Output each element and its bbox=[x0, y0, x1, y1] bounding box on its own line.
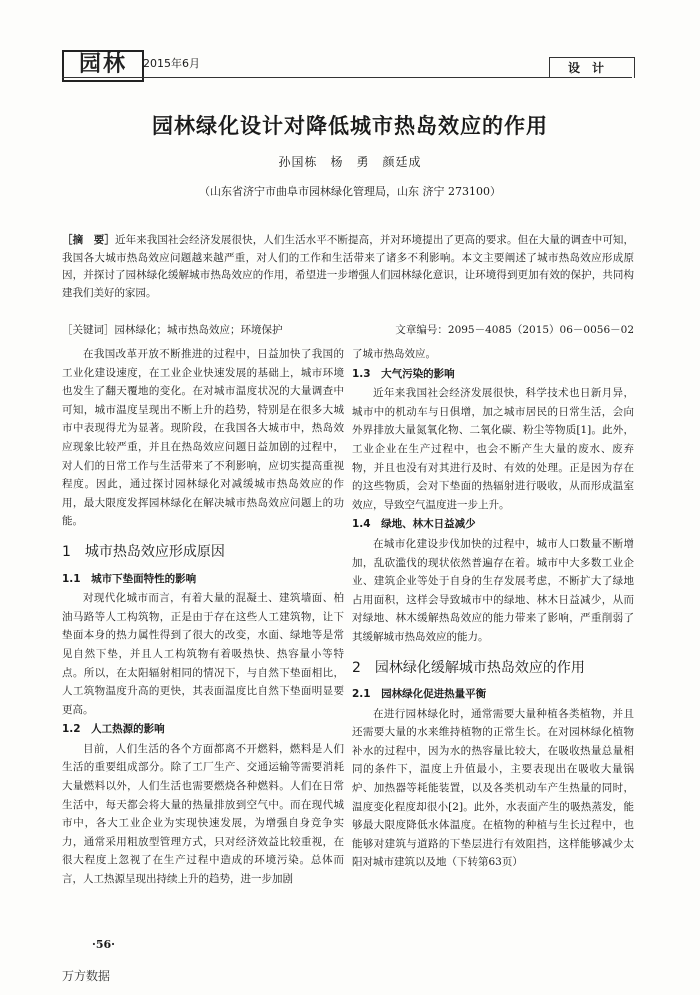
section-label: 设计 bbox=[549, 57, 635, 78]
section-1-1-heading: 1.1 城市下垫面特性的影响 bbox=[62, 572, 197, 585]
abstract bbox=[62, 232, 634, 302]
intro-paragraph: 在我国改革开放不断推进的过程中，日益加快了我国的工业化建设速度，在工业企业快速发展的基础上，城市环境也发生了翻天覆地的变化。在对城市温度状况的大量调查中可知，城市温度呈现出不断上升的趋势，特别是在很多大城市中表现得尤为显著。现阶段，在我国各大城市中，热岛效应现象比较严重，并且在热岛效应问题日益加剧的过程中，对人们的日常工作与生活带来了不利影响，应切实提高重视程度。因此，通过探讨园林绿化对减缓城市热岛效应的作用，最大限度发挥园林绿化在解决城市热岛效应问题上的功能。 bbox=[62, 348, 344, 528]
issue-date: 2015年6月 bbox=[143, 57, 200, 70]
section-1-2-heading: 1.2 人工热源的影响 bbox=[62, 723, 165, 736]
affiliation: （山东省济宁市曲阜市园林绿化管理局，山东 济宁 273100） bbox=[199, 185, 501, 198]
section-2-heading: 2 园林绿化缓解城市热岛效应的作用 bbox=[352, 659, 585, 676]
article-title: 园林绿化设计对降低城市热岛效应的作用 bbox=[152, 114, 548, 138]
keywords-line bbox=[62, 322, 634, 337]
header-rule bbox=[62, 77, 632, 78]
section-2-1-heading: 2.1 园林绿化促进热量平衡 bbox=[352, 688, 487, 701]
page-number: ·56· bbox=[92, 938, 115, 951]
section-1-1-text: 对现代化城市而言，有着大量的混凝土、建筑墙面、柏油马路等人工构筑物，正是由于存在这些人工建筑物，让下垫面本身的热力属性得到了很大的改变，水面、绿地等是常见自然下垫，并且人工构筑物有着吸热快、热容量小等特点。所以，在太阳辐射相同的情况下，与自然下垫面相比，人工筑物温度升高的更快，其表面温度比自然下垫面明显要更高。 bbox=[62, 592, 344, 716]
article-number: 文章编号：2095－4085（2015）06－0056－02 bbox=[395, 324, 634, 336]
section-1-2-continued: 了城市热岛效应。 bbox=[352, 348, 436, 360]
authors: 孙国栋 杨 勇 颜廷成 bbox=[278, 155, 422, 169]
journal-logo: 园林 bbox=[62, 50, 144, 82]
keywords-label: ［关键词］ bbox=[62, 324, 115, 336]
abstract-label: ［摘 要］ bbox=[62, 234, 115, 246]
left-column bbox=[62, 345, 344, 889]
section-1-3-heading: 1.3 大气污染的影响 bbox=[352, 367, 455, 380]
right-column bbox=[352, 345, 634, 872]
section-1-3-text: 近年来我国社会经济发展很快，科学技术也日新月异，城市中的机动车与日俱增，加之城市居民的日常生活，会向外界排放大量氮氧化物、二氧化碳、粉尘等物质[1]。此外，工业企业在生产过程中，也会不断产生大量的废水、废弃物，并且也没有对其进行及时、有效的处理。正是因为存在的这些物质，会对下垫面的热辐射进行吸收，从而形成温室效应，导致空气温度进一步上升。 bbox=[352, 387, 634, 511]
source-watermark: 万方数据 bbox=[62, 969, 111, 983]
abstract-text: 近年来我国社会经济发展很快，人们生活水平不断提高，并对环境提出了更高的要求。但在大量的调查中可知，我国各大城市热岛效应问题越来越严重，对人们的工作和生活带来了诸多不利影响。本文主要阐述了城市热岛效应形成原因，并探讨了园林绿化缓解城市热岛效应的作用，希望进一步增强人们园林绿化意识，让环境得到更加有效的保护，共同构建我们美好的家园。 bbox=[62, 234, 635, 299]
section-1-4-text: 在城市化建设步伐加快的过程中，城市人口数量不断增加，乱砍滥伐的现状依然普遍存在着。城市中大多数工业企业、建筑企业等处于自身的生存发展考虑，不断扩大了绿地占用面积，这样会导致城市中的绿地、林木日益减少，从而对绿地、林木缓解热岛效应的能力带来了影响，严重削弱了其缓解城市热岛效应的能力。 bbox=[352, 537, 634, 643]
section-1-2-text: 目前，人们生活的各个方面都离不开燃料，燃料是人们生活的重要组成部分。除了工厂生产、交通运输等需要消耗大量燃料以外，人们生活也需要燃烧各种燃料。人们在日常生活中，每天都会将大量的热量排放到空气中。而在现代城市中，各大工业企业为实现快速发展，为增强自身竞争实力，通常采用粗放型管理方式，只对经济效益比较重视，在很大程度上忽视了在生产过程中造成的环境污染。总体而言，人工热源呈现出持续上升的趋势，进一步加剧 bbox=[62, 742, 344, 886]
section-1-4-heading: 1.4 绿地、林木日益减少 bbox=[352, 518, 476, 531]
section-1-heading: 1 城市热岛效应形成原因 bbox=[62, 543, 225, 560]
section-2-1-text: 在进行园林绿化时，通常需要大量种植各类植物，并且还需要大量的水来维持植物的正常生长。在对园林绿化植物补水的过程中，因为水的热容量比较大，在吸收热量总量相同的条件下，温度上升值最小，主要表现出在吸收大量锅炉、加热器等耗能装置，以及各类机动车产生热量的同时，温度变化程度却很小[2]。此外，水表面产生的吸热蒸发，能够最大限度降低水体温度。在植物的种植与生长过程中，也能够对建筑与道路的下垫层进行有效阻挡，这样能够减少太阳对城市建筑以及地（下转第63页） bbox=[352, 707, 634, 869]
keywords-text: 园林绿化；城市热岛效应；环境保护 bbox=[114, 324, 283, 336]
